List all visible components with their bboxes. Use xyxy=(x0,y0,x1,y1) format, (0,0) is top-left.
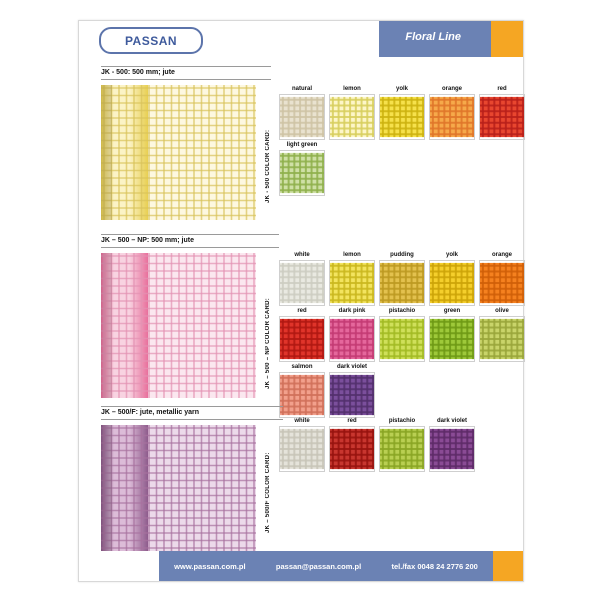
color-swatch-label: dark pink xyxy=(338,308,366,314)
color-swatch xyxy=(279,85,325,140)
color-swatch-label: pistachio xyxy=(388,308,416,314)
color-swatch-label: lemon xyxy=(343,86,361,92)
color-swatch-image xyxy=(329,372,375,418)
color-swatch-image xyxy=(479,94,525,140)
color-swatch-image xyxy=(379,426,425,472)
color-swatch xyxy=(279,141,325,196)
brand-logo-text: PASSAN xyxy=(124,33,178,48)
color-swatch xyxy=(379,85,425,140)
color-swatch-label: red xyxy=(347,418,357,424)
color-swatch-image xyxy=(379,260,425,306)
color-swatch xyxy=(429,85,475,140)
color-swatch-image xyxy=(279,260,325,306)
section-3-rule-top xyxy=(101,406,283,407)
color-swatch xyxy=(379,307,425,362)
color-swatch-label: lemon xyxy=(343,252,361,258)
color-swatch-label: yolk xyxy=(395,86,408,92)
color-swatch xyxy=(279,251,325,306)
color-swatch-image xyxy=(429,94,475,140)
section-2-rule-top xyxy=(101,234,279,235)
color-swatch-label: natural xyxy=(291,86,312,92)
color-swatch-label: green xyxy=(443,308,461,314)
header-title: Floral Line xyxy=(405,31,461,43)
color-swatch-label: orange xyxy=(491,252,512,258)
color-swatch xyxy=(429,307,475,362)
color-swatch-label: red xyxy=(497,86,507,92)
color-swatch-image xyxy=(329,426,375,472)
section-2-main-fabric-image xyxy=(101,253,256,398)
color-swatch-image xyxy=(379,316,425,362)
section-1-rule-bottom xyxy=(101,79,271,80)
footer-white-panel xyxy=(79,551,159,581)
color-swatch xyxy=(329,307,375,362)
color-swatch-image xyxy=(429,260,475,306)
color-swatch-label: olive xyxy=(495,308,509,314)
color-swatch xyxy=(329,251,375,306)
footer-phone: tel./fax 0048 24 2776 200 xyxy=(391,561,478,571)
section-2-side-label: JK – 500 – NP COLOR CARD: xyxy=(265,297,271,389)
color-swatch-image xyxy=(329,316,375,362)
section-2-rule-bottom xyxy=(101,247,279,248)
color-swatch xyxy=(279,307,325,362)
section-1-side-label: JK - 500 COLOR CARD: xyxy=(265,129,271,203)
color-swatch xyxy=(429,251,475,306)
color-swatch-image xyxy=(329,260,375,306)
section-3-title: JK – 500/F: jute, metallic yarn xyxy=(101,409,200,416)
header-accent-block xyxy=(491,21,523,57)
section-1-rule-top xyxy=(101,66,271,67)
color-swatch-label: red xyxy=(297,308,307,314)
color-swatch xyxy=(279,363,325,418)
color-swatch-image xyxy=(279,372,325,418)
color-swatch xyxy=(379,417,425,472)
color-swatch-image xyxy=(279,150,325,196)
color-swatch-label: yolk xyxy=(445,252,458,258)
section-3-side-label: JK – 500/F COLOR CARD: xyxy=(265,452,271,533)
color-swatch-image xyxy=(479,316,525,362)
section-2-title: JK – 500 – NP: 500 mm; jute xyxy=(101,237,194,244)
color-swatch xyxy=(329,363,375,418)
footer-accent-block xyxy=(493,551,523,581)
brand-logo xyxy=(99,27,203,54)
section-3-main-fabric-image xyxy=(101,425,256,560)
color-swatch xyxy=(479,307,525,362)
catalog-sheet xyxy=(78,20,524,582)
section-1-title: JK - 500: 500 mm; jute xyxy=(101,69,175,76)
section-3-rule-bottom xyxy=(101,419,283,420)
color-swatch-label: dark violet xyxy=(336,364,367,370)
color-swatch-image xyxy=(279,94,325,140)
section-1-main-fabric-image xyxy=(101,85,256,220)
color-swatch xyxy=(329,85,375,140)
page-footer xyxy=(79,551,523,581)
page-header xyxy=(79,21,523,57)
color-swatch xyxy=(479,251,525,306)
color-swatch-label: dark violet xyxy=(436,418,467,424)
color-swatch xyxy=(479,85,525,140)
color-swatch-label: salmon xyxy=(291,364,313,370)
color-swatch-label: white xyxy=(294,418,310,424)
footer-contact-row xyxy=(159,551,493,581)
color-swatch xyxy=(329,417,375,472)
color-swatch-label: pistachio xyxy=(388,418,416,424)
color-swatch-image xyxy=(429,426,475,472)
footer-website[interactable]: www.passan.com.pl xyxy=(174,561,246,571)
color-swatch-label: orange xyxy=(441,86,462,92)
color-swatch-label: pudding xyxy=(390,252,414,258)
color-swatch-label: white xyxy=(294,252,310,258)
color-swatch xyxy=(429,417,475,472)
color-swatch-image xyxy=(279,316,325,362)
color-swatch-image xyxy=(329,94,375,140)
color-swatch-image xyxy=(379,94,425,140)
footer-email[interactable]: passan@passan.com.pl xyxy=(275,561,362,571)
color-swatch xyxy=(379,251,425,306)
color-swatch xyxy=(279,417,325,472)
color-swatch-image xyxy=(429,316,475,362)
color-swatch-label: light green xyxy=(286,142,318,148)
color-swatch-image xyxy=(279,426,325,472)
color-swatch-image xyxy=(479,260,525,306)
